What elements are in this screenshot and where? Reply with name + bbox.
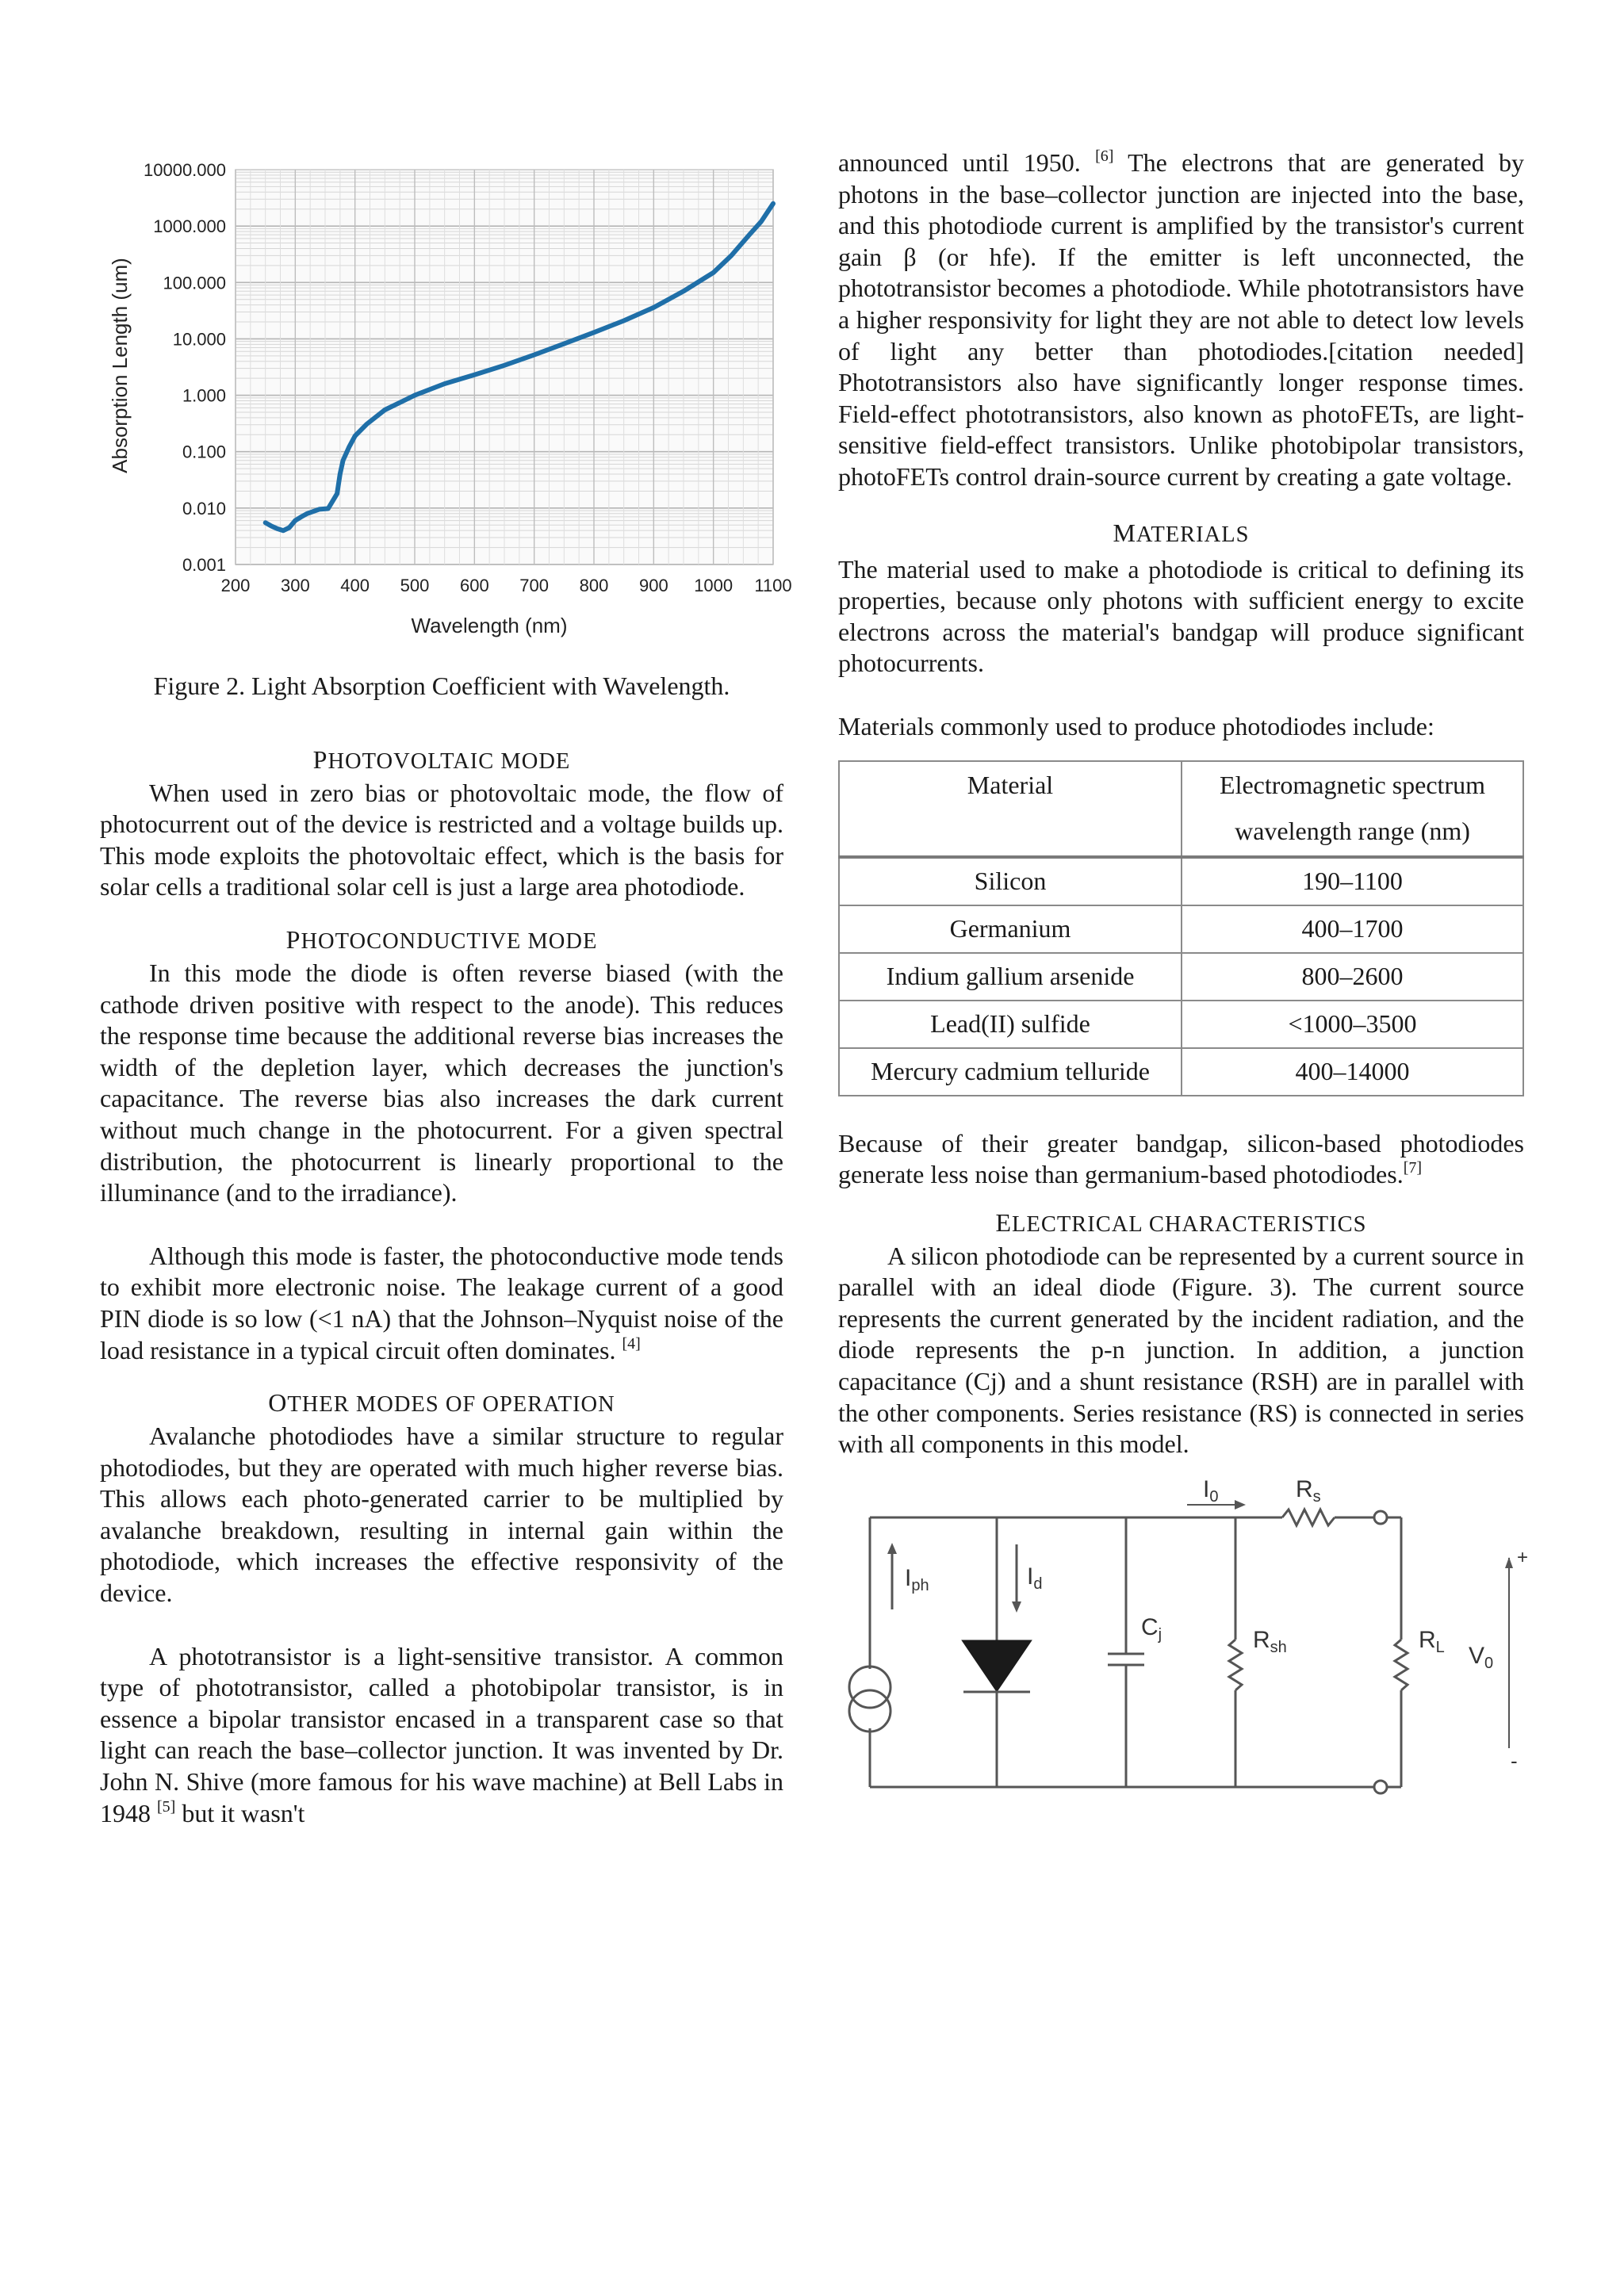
absorption-chart xyxy=(100,147,792,671)
heading-cap: O xyxy=(268,1388,288,1418)
heading-rest: HOTOVOLTAIC MODE xyxy=(327,748,571,774)
y-axis-label: Absorption Length (um) xyxy=(108,258,132,473)
x-tick-label: 800 xyxy=(579,576,609,595)
x-tick-label: 400 xyxy=(340,576,370,595)
shunt-resistor xyxy=(1229,1640,1242,1690)
header-line-2: wavelength range (nm) xyxy=(1235,816,1470,845)
label-cj: $C_j$ xyxy=(1141,1613,1162,1644)
y-tick-labels xyxy=(144,160,226,575)
heading-photovoltaic-mode xyxy=(100,744,783,778)
current-source-circle-2 xyxy=(849,1690,891,1732)
current-source-circle-1 xyxy=(849,1667,891,1708)
label-minus: - xyxy=(1511,1748,1518,1773)
x-tick-label: 600 xyxy=(459,576,489,595)
heading-photoconductive-mode xyxy=(100,924,783,958)
paragraph: Materials commonly used to produce photodiodes include: xyxy=(838,711,1434,740)
heading-rest: HOTOCONDUCTIVE MODE xyxy=(301,928,598,954)
diode-symbol xyxy=(963,1641,1030,1690)
voltage-arrow-head xyxy=(1505,1557,1513,1568)
paragraph: When used in zero bias or photovoltaic mode, the flow of photocurrent out of the device is restricted and a voltage builds up. This mode exploits the photovoltaic effect, which is the basis for solar cells a traditional solar cell is just a large area photodiode. xyxy=(100,778,783,901)
x-tick-label: 1100 xyxy=(754,576,792,595)
paragraph-text: Although this mode is faster, the photoconductive mode tends to exhibit more electronic noise. The leakage current of a good PIN diode is so low (<1 nA) that the Johnson–Nyquist noise of the load resistance in a typical circuit often dominates. xyxy=(100,1241,783,1364)
x-tick-label: 200 xyxy=(220,576,251,595)
header-line-1: Electromagnetic spectrum xyxy=(1220,770,1485,799)
figure-3-circuit xyxy=(838,1475,1529,1831)
paragraph: Avalanche photodiodes have a similar structure to regular photodiodes, but they are operated with much higher reverse bias. This allows each photo-generated carrier to be multiplied by avalanche breakdown, resulting in internal gain within the photodiode, which increases the effective responsivity of the device. xyxy=(100,1422,783,1608)
x-tick-label: 700 xyxy=(519,576,550,595)
y-tick-label: 100.000 xyxy=(163,273,226,293)
label-rs: $R_s$ xyxy=(1296,1475,1321,1506)
label-v0: $V_0$ xyxy=(1469,1642,1494,1672)
paragraph-text: Because of their greater bandgap, silicon-based photodiodes generate less noise than germanium-based photodiodes. xyxy=(838,1128,1524,1189)
cell-range: 400–1700 xyxy=(1182,905,1523,953)
heading-other-modes xyxy=(100,1387,783,1421)
paragraph-text: but it wasn't xyxy=(175,1798,305,1827)
paragraph: A silicon photodiode can be represented by a current source in parallel with an ideal diode (Figure. 3). The current source represents the current generated by the incident radiation, and the diode represents the p-n junction. In addition, a junction capacitance (Cj) and a shunt resistance (RSH) are in parallel with the other components. Series resistance (RS) is connected in series with all components in this model. xyxy=(838,1241,1524,1459)
heading-cap: E xyxy=(995,1207,1013,1237)
cell-material: Silicon xyxy=(839,857,1182,905)
table-row xyxy=(839,857,1523,905)
citation-ref: [5] xyxy=(157,1797,176,1816)
equivalent-circuit-diagram xyxy=(838,1475,1529,1831)
x-tick-labels xyxy=(221,576,792,595)
table-header-row xyxy=(839,761,1523,857)
heading-rest: ATERIALS xyxy=(1136,522,1250,547)
citation-ref: [6] xyxy=(1095,147,1114,165)
cell-range: 400–14000 xyxy=(1182,1048,1523,1096)
x-axis-label: Wavelength (nm) xyxy=(411,614,568,637)
cell-material: Germanium xyxy=(839,905,1182,953)
paragraph: The material used to make a photodiode is critical to defining its properties, because only photons with sufficient energy to excite electrons across the material's bandgap will produce significant photocurrents. xyxy=(838,554,1524,678)
header-wavelength-range xyxy=(1182,761,1523,857)
label-plus: + xyxy=(1517,1546,1529,1568)
paragraph xyxy=(100,1641,783,1830)
label-i0: $I_0$ xyxy=(1203,1475,1219,1506)
y-tick-label: 10000.000 xyxy=(144,160,226,180)
arrow-i0-head xyxy=(1235,1500,1246,1510)
load-resistor xyxy=(1395,1640,1408,1690)
label-rl: $R_L$ xyxy=(1419,1626,1445,1656)
paragraph-text: The electrons that are generated by photons in the base–collector junction are injected into the base, and this photodiode current is amplified by the transistor's current gain β (or hfe). If the emitter is left unconnected, the phototransistor becomes a photodiode. While phototransistors have a higher responsivity for light they are not able to detect low levels of light any better than photodiodes.[citation needed] Phototransistors also have significantly longer response times. Field-effect phototransistors, also known as photoFETs, are light-sensitive field-effect transistors. Unlike photobipolar transistors, photoFETs control drain-source current by creating a gate voltage. xyxy=(838,148,1525,491)
right-column xyxy=(838,147,1529,1831)
label-id: $I_d$ xyxy=(1027,1563,1043,1593)
table-row xyxy=(839,1048,1523,1096)
x-tick-label: 900 xyxy=(638,576,668,595)
cell-range: 800–2600 xyxy=(1182,953,1523,1001)
heading-electrical-characteristics xyxy=(838,1207,1524,1241)
materials-table xyxy=(838,760,1524,1096)
y-tick-label: 0.001 xyxy=(182,555,226,575)
cell-range: <1000–3500 xyxy=(1182,1001,1523,1048)
heading-rest: THER MODES OF OPERATION xyxy=(287,1392,615,1418)
terminal-bottom xyxy=(1374,1781,1387,1793)
figure-caption: Figure 2. Light Absorption Coefficient with Wavelength. xyxy=(153,672,730,700)
arrow-id-head xyxy=(1012,1601,1021,1613)
heading-materials xyxy=(838,517,1524,551)
y-tick-label: 10.000 xyxy=(172,329,226,350)
heading-cap: P xyxy=(285,924,301,954)
paragraph-text: announced until 1950. xyxy=(838,148,1081,177)
paragraph xyxy=(100,1241,783,1366)
header-material: Material xyxy=(839,761,1182,857)
paragraph xyxy=(838,147,1524,493)
figure-2 xyxy=(100,147,792,671)
cell-range: 190–1100 xyxy=(1182,857,1523,905)
cell-material: Indium gallium arsenide xyxy=(839,953,1182,1001)
cell-material: Lead(II) sulfide xyxy=(839,1001,1182,1048)
heading-rest: LECTRICAL CHARACTERISTICS xyxy=(1012,1211,1367,1237)
label-rsh: $R_{sh}$ xyxy=(1253,1626,1287,1656)
x-tick-label: 300 xyxy=(280,576,310,595)
series-resistor-rs xyxy=(1282,1510,1335,1525)
table-row xyxy=(839,1001,1523,1048)
citation-ref: [7] xyxy=(1403,1159,1423,1177)
cell-material: Mercury cadmium telluride xyxy=(839,1048,1182,1096)
paragraph-text: A phototransistor is a light-sensitive transistor. A common type of phototransistor, called a photobipolar transistor, is in essence a bipolar transistor encased in a transparent case so that light can reach the base–collector junction. It was invented by Dr. John N. Shive (more famous for his wave machine) at Bell Labs in 1948 xyxy=(100,1641,783,1827)
heading-cap: M xyxy=(1113,518,1136,547)
label-iph: $I_{ph}$ xyxy=(905,1564,929,1594)
y-tick-label: 0.100 xyxy=(182,442,226,462)
paragraph: In this mode the diode is often reverse biased (with the cathode driven positive with respect to the anode). This reduces the response time because the additional reverse bias increases the width of the depletion layer, which decreases the junction's capacitance. The reverse bias also increases the dark current without much change in the photocurrent. For a given spectral distribution, the photocurrent is linearly proportional to the illuminance (and to the irradiance). xyxy=(100,958,783,1207)
arrow-iph-head xyxy=(887,1543,897,1554)
terminal-top xyxy=(1374,1511,1387,1524)
x-tick-label: 500 xyxy=(400,576,430,595)
table-row xyxy=(839,905,1523,953)
heading-cap: P xyxy=(312,744,328,774)
table-row xyxy=(839,953,1523,1001)
y-tick-label: 1000.000 xyxy=(153,216,226,237)
left-column xyxy=(100,147,792,1829)
citation-ref: [4] xyxy=(622,1334,641,1353)
y-tick-label: 0.010 xyxy=(182,498,226,519)
x-tick-label: 1000 xyxy=(694,576,733,595)
paragraph xyxy=(838,1128,1524,1191)
y-tick-label: 1.000 xyxy=(182,385,226,406)
